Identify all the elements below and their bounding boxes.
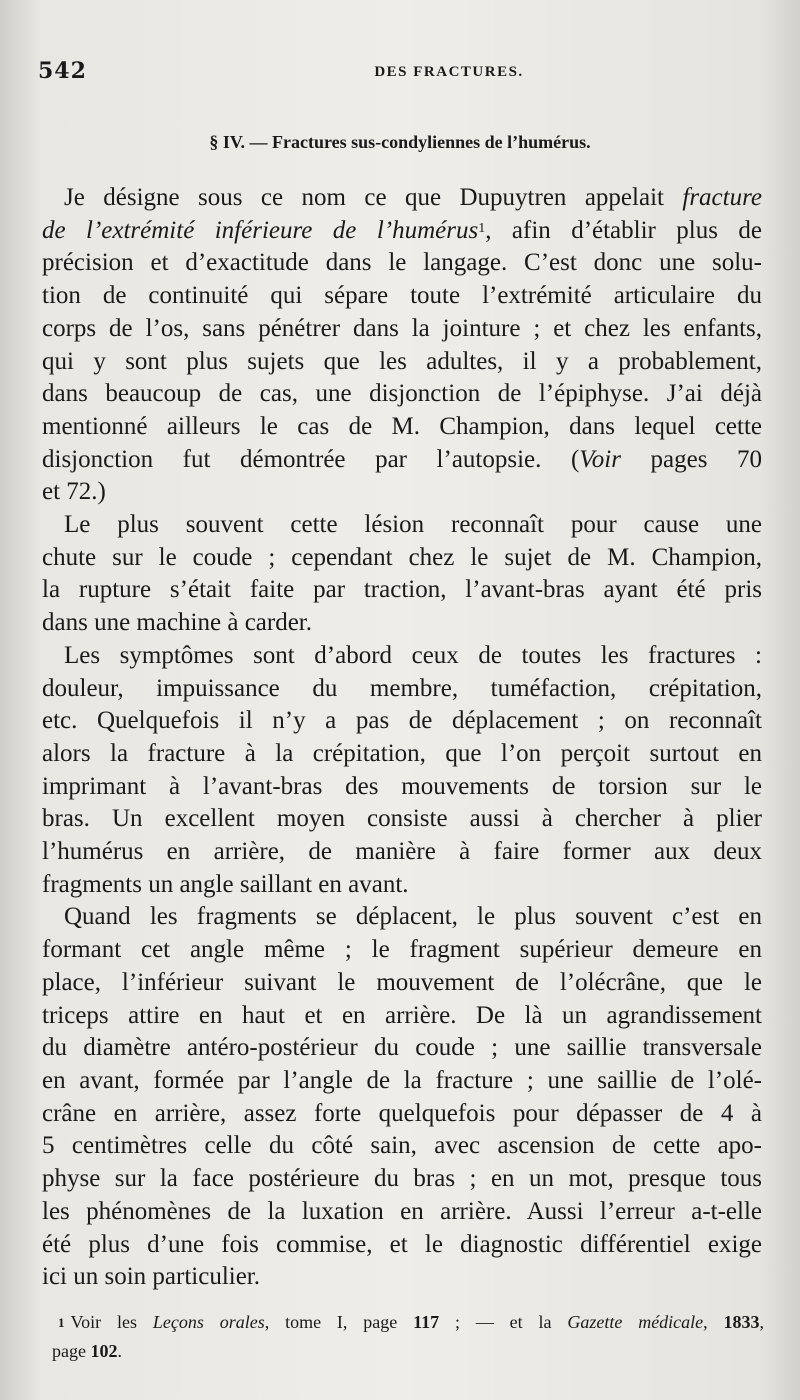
text-line: imprimant à l’avant-bras des mouvements de torsion sur le (42, 772, 762, 800)
text-line: de l’extrémité inférieure de l’humérus$^1$, afin d’établir plus de (42, 216, 762, 244)
text-line: etc. Quelquefois il n’y a pas de déplacement ; on reconnaît (42, 707, 762, 735)
text-line: ici un soin particulier. (42, 1263, 261, 1291)
body-text (42, 182, 762, 1294)
paragraph (42, 640, 762, 902)
text-line: les phénomènes de la luxation en arrière. Aussi l’erreur a-t-elle (42, 1197, 762, 1225)
text-line: Le plus souvent cette lésion reconnaît pour cause une (64, 511, 762, 539)
text-line: mentionné ailleurs le cas de M. Champion, dans lequel cette (42, 412, 762, 440)
section-title: § IV. — Fractures sus-condyliennes de l’humérus. (209, 132, 591, 152)
text-line: du diamètre antéro-postérieur du coude ; une saillie transversale (42, 1034, 762, 1062)
paragraph (42, 509, 762, 640)
text-line: douleur, impuissance du membre, tuméfaction, crépitation, (42, 674, 762, 702)
text-line: l’humérus en arrière, de manière à faire former aux deux (42, 838, 762, 866)
text-line: place, l’inférieur suivant le mouvement de l’olécrâne, que le (42, 968, 762, 996)
text-line: formant cet angle même ; le fragment supérieur demeure en (42, 936, 762, 964)
text-line: la rupture s’était faite par traction, l’avant-bras ayant été pris (42, 576, 762, 604)
footnote-mark: 1 (58, 1315, 65, 1330)
text-line: tion de continuité qui sépare toute l’extrémité articulaire du (42, 282, 762, 310)
text-line: Je désigne sous ce nom ce que Dupuytren appelait fracture (64, 184, 762, 211)
text-line: en avant, formée par l’angle de la fracture ; une saillie de l’olé- (42, 1066, 762, 1094)
text-line: 5 centimètres celle du côté sain, avec ascension de cette apo- (42, 1132, 762, 1160)
text-line: physe sur la face postérieure du bras ; en un mot, presque tous (42, 1165, 762, 1193)
text-line: dans beaucoup de cas, une disjonction de l’épiphyse. J’ai déjà (42, 380, 762, 408)
text-line: bras. Un excellent moyen consiste aussi à chercher à plier (42, 805, 762, 833)
text-line: triceps attire en haut et en arrière. De là un agrandissement (42, 1001, 762, 1029)
text-line: précision et d’exactitude dans le langage. C’est donc une solu- (42, 249, 762, 277)
paragraph (42, 901, 762, 1293)
text-line: qui y sont plus sujets que les adultes, il y a probablement, (42, 347, 762, 375)
footnote-line: $^1$ Voir les Leçons orales, tome I, page 117 ; — et la Gazette médicale, 1833, (58, 1312, 765, 1332)
text-line: Quand les fragments se déplacent, le plus souvent c’est en (64, 903, 762, 931)
text-line: crâne en arrière, assez forte quelquefois pour dépasser de 4 à (42, 1099, 762, 1127)
text-line: et 72.) (42, 478, 106, 506)
text-line: été plus d’une fois commise, et le diagnostic différentiel exige (42, 1230, 762, 1258)
page-header (38, 58, 740, 88)
text-line: chute sur le coude ; cependant chez le sujet de M. Champion, (42, 543, 762, 571)
footnote (52, 1308, 765, 1366)
text-line: dans une machine à carder. (42, 609, 313, 637)
text-line: disjonction fut démontrée par l’autopsie. (Voir pages 70 (42, 445, 763, 473)
text-line: corps de l’os, sans pénétrer dans la jointure ; et chez les enfants, (42, 314, 762, 342)
footnote-line: page 102. (52, 1341, 122, 1361)
text-line: alors la fracture à la crépitation, que l’on perçoit surtout en (42, 739, 762, 767)
text-line: Les symptômes sont d’abord ceux de toutes les fractures : (64, 641, 762, 669)
text-line: fragments un angle saillant en avant. (42, 870, 409, 898)
running-head: DES FRACTURES. (374, 64, 524, 80)
page-number: 542 (38, 58, 87, 84)
paragraph (42, 182, 762, 509)
